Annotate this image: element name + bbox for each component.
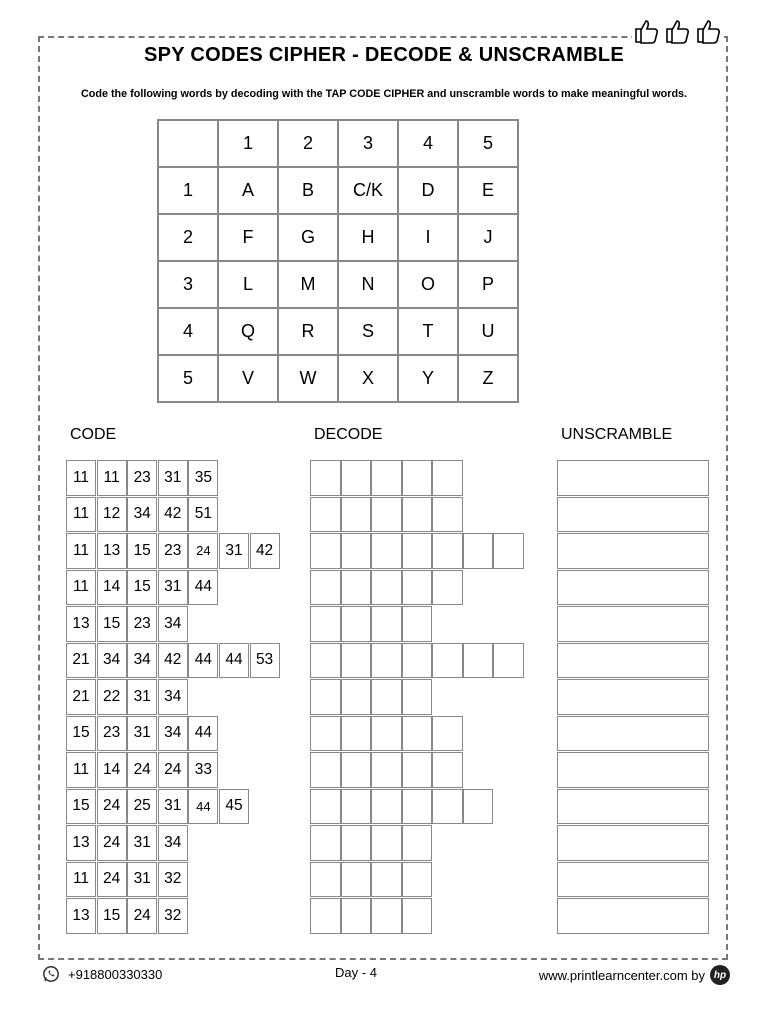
code-cell: 22 bbox=[97, 679, 127, 715]
unscramble-answer-box[interactable] bbox=[557, 898, 709, 934]
code-cell: 11 bbox=[66, 752, 96, 788]
code-cell: 11 bbox=[66, 570, 96, 606]
decode-answer-box[interactable] bbox=[341, 898, 372, 934]
code-row bbox=[66, 533, 280, 569]
code-row bbox=[66, 789, 280, 825]
tap-table-cell: A bbox=[218, 167, 278, 214]
code-cell: 11 bbox=[66, 862, 96, 898]
tap-table-cell: 5 bbox=[158, 355, 218, 402]
code-cell: 11 bbox=[66, 460, 96, 496]
decode-answer-box[interactable] bbox=[463, 789, 494, 825]
tap-table-cell: 4 bbox=[158, 308, 218, 355]
tap-table-cell bbox=[158, 120, 218, 167]
code-cell: 13 bbox=[97, 533, 127, 569]
code-cell: 34 bbox=[127, 643, 157, 679]
tap-table-cell: X bbox=[338, 355, 398, 402]
decode-answer-box[interactable] bbox=[402, 533, 433, 569]
code-row bbox=[66, 497, 280, 533]
decode-answer-box[interactable] bbox=[310, 752, 341, 788]
decode-answer-box[interactable] bbox=[463, 643, 494, 679]
decode-answer-box[interactable] bbox=[341, 643, 372, 679]
decode-row bbox=[310, 898, 524, 934]
decode-row bbox=[310, 825, 524, 861]
decode-answer-box[interactable] bbox=[341, 460, 372, 496]
decode-answer-box[interactable] bbox=[310, 460, 341, 496]
decode-grid bbox=[310, 460, 524, 935]
decode-answer-box[interactable] bbox=[310, 789, 341, 825]
tap-table-cell: F bbox=[218, 214, 278, 261]
decode-row bbox=[310, 643, 524, 679]
decode-label: DECODE bbox=[314, 426, 383, 443]
code-cell: 44 bbox=[219, 643, 249, 679]
code-cell: 34 bbox=[158, 825, 188, 861]
decode-answer-box[interactable] bbox=[402, 570, 433, 606]
decode-answer-box[interactable] bbox=[432, 533, 463, 569]
decode-row bbox=[310, 606, 524, 642]
code-row bbox=[66, 898, 280, 934]
tap-table-cell: O bbox=[398, 261, 458, 308]
unscramble-answer-box[interactable] bbox=[557, 789, 709, 825]
code-cell: 45 bbox=[219, 789, 249, 825]
code-row bbox=[66, 716, 280, 752]
tap-table-cell: M bbox=[278, 261, 338, 308]
unscramble-answer-box[interactable] bbox=[557, 752, 709, 788]
tap-table-cell: 2 bbox=[158, 214, 218, 261]
tap-table-cell: 3 bbox=[158, 261, 218, 308]
decode-answer-box[interactable] bbox=[402, 752, 433, 788]
code-cell: 23 bbox=[158, 533, 188, 569]
decode-answer-box[interactable] bbox=[310, 862, 341, 898]
unscramble-answer-box[interactable] bbox=[557, 606, 709, 642]
decode-answer-box[interactable] bbox=[371, 497, 402, 533]
tap-table-cell: R bbox=[278, 308, 338, 355]
code-cell: 13 bbox=[66, 825, 96, 861]
decode-answer-box[interactable] bbox=[341, 679, 372, 715]
decode-answer-box[interactable] bbox=[371, 752, 402, 788]
code-cell: 53 bbox=[250, 643, 280, 679]
instructions: Code the following words by decoding with the TAP CODE CIPHER and unscramble words to make meaningful words. bbox=[80, 88, 688, 100]
decode-answer-box[interactable] bbox=[341, 862, 372, 898]
decode-answer-box[interactable] bbox=[310, 898, 341, 934]
code-cell: 42 bbox=[250, 533, 280, 569]
code-cell: 14 bbox=[97, 752, 127, 788]
tap-table-row bbox=[158, 261, 518, 308]
code-cell: 24 bbox=[127, 752, 157, 788]
code-cell: 31 bbox=[158, 570, 188, 606]
decode-answer-box[interactable] bbox=[310, 825, 341, 861]
code-cell: 15 bbox=[97, 898, 127, 934]
code-cell: 34 bbox=[158, 679, 188, 715]
code-cell: 44 bbox=[188, 570, 218, 606]
decode-row bbox=[310, 716, 524, 752]
unscramble-answer-box[interactable] bbox=[557, 460, 709, 496]
decode-answer-box[interactable] bbox=[371, 643, 402, 679]
tap-table-cell: L bbox=[218, 261, 278, 308]
tap-table-row bbox=[158, 308, 518, 355]
code-row bbox=[66, 606, 280, 642]
tap-table-cell: J bbox=[458, 214, 518, 261]
code-cell: 13 bbox=[66, 606, 96, 642]
code-cell: 42 bbox=[158, 497, 188, 533]
decode-answer-box[interactable] bbox=[493, 643, 524, 679]
thumbs-up-icon bbox=[663, 16, 693, 46]
decode-answer-box[interactable] bbox=[463, 533, 494, 569]
tap-table-row bbox=[158, 355, 518, 402]
decode-answer-box[interactable] bbox=[371, 716, 402, 752]
decode-answer-box[interactable] bbox=[310, 533, 341, 569]
code-row bbox=[66, 752, 280, 788]
website-credit bbox=[539, 965, 730, 985]
code-cell: 23 bbox=[127, 606, 157, 642]
unscramble-answer-box[interactable] bbox=[557, 533, 709, 569]
code-cell: 32 bbox=[158, 862, 188, 898]
tap-table-cell: C/K bbox=[338, 167, 398, 214]
tap-table-cell: P bbox=[458, 261, 518, 308]
code-cell: 31 bbox=[158, 789, 188, 825]
tap-table-cell: Z bbox=[458, 355, 518, 402]
code-row bbox=[66, 460, 280, 496]
unscramble-label: UNSCRAMBLE bbox=[561, 426, 673, 443]
code-cell: 11 bbox=[97, 460, 127, 496]
tap-table-cell: I bbox=[398, 214, 458, 261]
code-cell: 12 bbox=[97, 497, 127, 533]
tap-table-cell: B bbox=[278, 167, 338, 214]
code-cell: 31 bbox=[127, 716, 157, 752]
decode-answer-box[interactable] bbox=[402, 643, 433, 679]
decode-answer-box[interactable] bbox=[310, 606, 341, 642]
decode-answer-box[interactable] bbox=[371, 606, 402, 642]
tap-table-cell: T bbox=[398, 308, 458, 355]
decode-answer-box[interactable] bbox=[371, 460, 402, 496]
code-cell: 24 bbox=[97, 789, 127, 825]
tap-table-cell: G bbox=[278, 214, 338, 261]
decode-answer-box[interactable] bbox=[371, 898, 402, 934]
code-row bbox=[66, 862, 280, 898]
decode-answer-box[interactable] bbox=[402, 862, 433, 898]
code-cell: 21 bbox=[66, 643, 96, 679]
code-cell: 15 bbox=[66, 789, 96, 825]
code-cell: 15 bbox=[97, 606, 127, 642]
decode-answer-box[interactable] bbox=[432, 643, 463, 679]
tap-table-cell: S bbox=[338, 308, 398, 355]
code-cell: 24 bbox=[188, 533, 218, 569]
decode-answer-box[interactable] bbox=[341, 825, 372, 861]
code-cell: 32 bbox=[158, 898, 188, 934]
decode-answer-box[interactable] bbox=[493, 533, 524, 569]
code-cell: 31 bbox=[158, 460, 188, 496]
tap-table-cell: H bbox=[338, 214, 398, 261]
decode-answer-box[interactable] bbox=[432, 716, 463, 752]
unscramble-answer-box[interactable] bbox=[557, 643, 709, 679]
code-cell: 15 bbox=[127, 570, 157, 606]
tap-table-cell: Q bbox=[218, 308, 278, 355]
decode-row bbox=[310, 789, 524, 825]
day-label: Day - 4 bbox=[335, 965, 377, 980]
decode-answer-box[interactable] bbox=[341, 570, 372, 606]
tap-table-cell: 4 bbox=[398, 120, 458, 167]
code-cell: 31 bbox=[127, 825, 157, 861]
code-cell: 34 bbox=[158, 606, 188, 642]
decode-answer-box[interactable] bbox=[402, 460, 433, 496]
decode-answer-box[interactable] bbox=[432, 497, 463, 533]
unscramble-answer-box[interactable] bbox=[557, 862, 709, 898]
code-cell: 51 bbox=[188, 497, 218, 533]
decode-answer-box[interactable] bbox=[341, 752, 372, 788]
decode-row bbox=[310, 679, 524, 715]
hp-logo-icon: hp bbox=[710, 965, 730, 985]
tap-table-row bbox=[158, 167, 518, 214]
code-cell: 34 bbox=[158, 716, 188, 752]
tap-table-cell: Y bbox=[398, 355, 458, 402]
code-cell: 24 bbox=[97, 862, 127, 898]
code-cell: 44 bbox=[188, 643, 218, 679]
code-row bbox=[66, 825, 280, 861]
code-cell: 24 bbox=[97, 825, 127, 861]
decode-answer-box[interactable] bbox=[402, 825, 433, 861]
decode-answer-box[interactable] bbox=[432, 460, 463, 496]
code-label: CODE bbox=[70, 426, 117, 443]
code-cell: 11 bbox=[66, 497, 96, 533]
decode-answer-box[interactable] bbox=[310, 643, 341, 679]
thumbs-up-icon bbox=[632, 16, 662, 46]
decode-answer-box[interactable] bbox=[310, 570, 341, 606]
code-cell: 14 bbox=[97, 570, 127, 606]
unscramble-answer-box[interactable] bbox=[557, 716, 709, 752]
code-row bbox=[66, 679, 280, 715]
decode-answer-box[interactable] bbox=[402, 679, 433, 715]
decode-answer-box[interactable] bbox=[310, 497, 341, 533]
code-cell: 33 bbox=[188, 752, 218, 788]
decode-answer-box[interactable] bbox=[371, 679, 402, 715]
page-title: SPY CODES CIPHER - DECODE & UNSCRAMBLE bbox=[144, 44, 624, 66]
decode-answer-box[interactable] bbox=[341, 533, 372, 569]
tap-table-cell: E bbox=[458, 167, 518, 214]
code-cell: 23 bbox=[97, 716, 127, 752]
code-cell: 21 bbox=[66, 679, 96, 715]
tap-table-cell: D bbox=[398, 167, 458, 214]
code-cell: 15 bbox=[66, 716, 96, 752]
decode-answer-box[interactable] bbox=[371, 862, 402, 898]
decode-answer-box[interactable] bbox=[402, 606, 433, 642]
decode-answer-box[interactable] bbox=[432, 570, 463, 606]
tap-table-cell: 1 bbox=[218, 120, 278, 167]
decode-answer-box[interactable] bbox=[402, 898, 433, 934]
decode-row bbox=[310, 862, 524, 898]
unscramble-grid bbox=[557, 460, 709, 935]
decode-answer-box[interactable] bbox=[341, 716, 372, 752]
code-cell: 31 bbox=[127, 679, 157, 715]
tap-table-row bbox=[158, 214, 518, 261]
decode-row bbox=[310, 497, 524, 533]
code-grid bbox=[66, 460, 280, 935]
tap-table-cell: U bbox=[458, 308, 518, 355]
tap-table-cell: 5 bbox=[458, 120, 518, 167]
thumbs-up-icon bbox=[694, 16, 724, 46]
decode-answer-box[interactable] bbox=[371, 789, 402, 825]
decode-row bbox=[310, 533, 524, 569]
decode-answer-box[interactable] bbox=[402, 716, 433, 752]
unscramble-answer-box[interactable] bbox=[557, 679, 709, 715]
phone-number: +918800330330 bbox=[68, 966, 163, 982]
decode-answer-box[interactable] bbox=[432, 752, 463, 788]
website-text[interactable]: www.printlearncenter.com by bbox=[538, 967, 705, 983]
decode-answer-box[interactable] bbox=[402, 497, 433, 533]
code-cell: 31 bbox=[127, 862, 157, 898]
tap-table-cell: V bbox=[218, 355, 278, 402]
code-cell: 23 bbox=[127, 460, 157, 496]
unscramble-answer-box[interactable] bbox=[557, 825, 709, 861]
tap-table-cell: 2 bbox=[278, 120, 338, 167]
code-cell: 44 bbox=[188, 789, 218, 825]
tap-table-cell: 1 bbox=[158, 167, 218, 214]
tap-code-table bbox=[157, 119, 519, 403]
code-cell: 11 bbox=[66, 533, 96, 569]
decode-answer-box[interactable] bbox=[341, 497, 372, 533]
decode-answer-box[interactable] bbox=[371, 825, 402, 861]
decode-answer-box[interactable] bbox=[341, 606, 372, 642]
tap-table-row bbox=[158, 120, 518, 167]
code-cell: 24 bbox=[127, 898, 157, 934]
unscramble-answer-box[interactable] bbox=[557, 497, 709, 533]
code-cell: 42 bbox=[158, 643, 188, 679]
decode-answer-box[interactable] bbox=[402, 789, 433, 825]
unscramble-answer-box[interactable] bbox=[557, 570, 709, 606]
decode-row bbox=[310, 570, 524, 606]
decode-row bbox=[310, 752, 524, 788]
code-cell: 34 bbox=[127, 497, 157, 533]
decode-answer-box[interactable] bbox=[371, 570, 402, 606]
decode-answer-box[interactable] bbox=[371, 533, 402, 569]
decode-answer-box[interactable] bbox=[341, 789, 372, 825]
code-row bbox=[66, 570, 280, 606]
tap-table-cell: 3 bbox=[338, 120, 398, 167]
code-cell: 15 bbox=[127, 533, 157, 569]
decode-row bbox=[310, 460, 524, 496]
code-row bbox=[66, 643, 280, 679]
code-cell: 35 bbox=[188, 460, 218, 496]
code-cell: 24 bbox=[158, 752, 188, 788]
tap-table-cell: N bbox=[338, 261, 398, 308]
decode-answer-box[interactable] bbox=[310, 716, 341, 752]
decode-answer-box[interactable] bbox=[432, 789, 463, 825]
code-cell: 34 bbox=[97, 643, 127, 679]
code-cell: 44 bbox=[188, 716, 218, 752]
code-cell: 31 bbox=[219, 533, 249, 569]
code-cell: 13 bbox=[66, 898, 96, 934]
decode-answer-box[interactable] bbox=[310, 679, 341, 715]
code-cell: 25 bbox=[127, 789, 157, 825]
tap-table-cell: W bbox=[278, 355, 338, 402]
